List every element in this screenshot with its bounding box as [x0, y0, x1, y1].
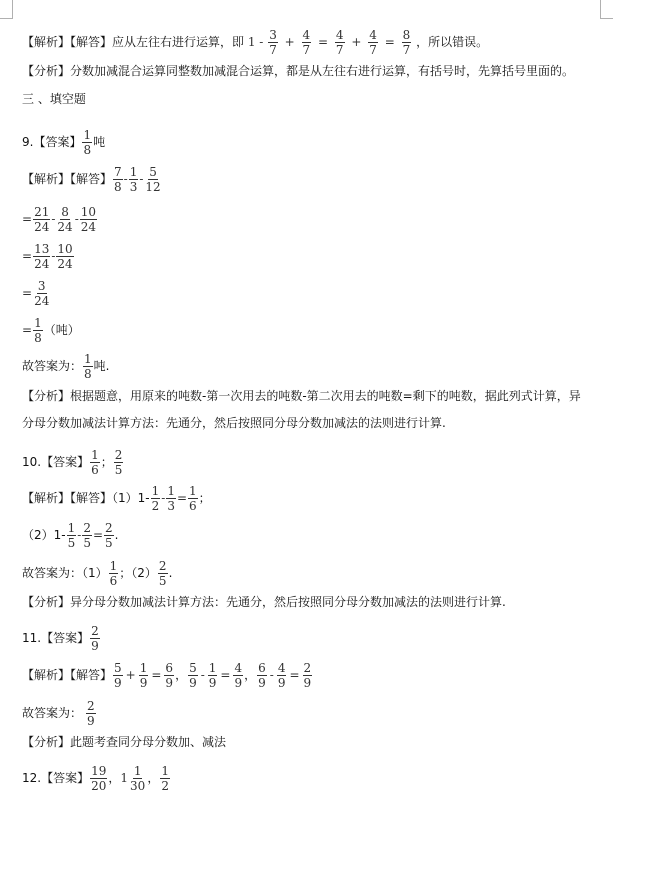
q9-step-3 [22, 243, 75, 270]
q8-fraction-3 [335, 29, 345, 56]
numerator: 1 [133, 764, 142, 778]
separator: ， [175, 668, 188, 682]
fraction [113, 166, 123, 193]
fraction [166, 485, 176, 512]
numerator: 5 [149, 165, 157, 179]
minus-sign: - [77, 528, 82, 542]
denominator: 9 [277, 676, 286, 690]
numerator: 1 [161, 764, 169, 778]
fraction [139, 662, 149, 689]
numerator: 1 [139, 661, 148, 675]
denominator: 9 [114, 676, 122, 690]
numerator: 4 [277, 661, 286, 675]
denominator: 5 [83, 536, 91, 550]
fraction [67, 522, 77, 549]
numerator: 3 [269, 28, 277, 42]
numerator: 1 [83, 128, 92, 142]
terminator: . [114, 528, 119, 542]
denominator: 7 [335, 43, 344, 57]
fraction [82, 522, 92, 549]
fraction [33, 206, 50, 233]
denominator: 9 [139, 676, 148, 690]
numerator: 5 [114, 661, 122, 675]
numerator: 8 [61, 205, 69, 219]
q9-solution-label: 【解析】【解答】 [22, 172, 113, 186]
numerator: 4 [302, 28, 311, 42]
equals-sign: = [22, 212, 33, 226]
unit-label: （吨） [43, 323, 80, 337]
fraction [80, 206, 97, 233]
numerator: 1 [167, 484, 175, 498]
equals-sign: = [318, 35, 329, 49]
minus-sign: - [139, 172, 144, 186]
separator: ， [147, 771, 160, 785]
separator: ； [198, 491, 211, 505]
denominator: 9 [258, 676, 266, 690]
fraction [33, 243, 50, 270]
numerator: 13 [34, 242, 50, 256]
equals-sign: = [92, 528, 104, 542]
denominator: 6 [109, 574, 118, 588]
fraction [160, 765, 170, 792]
numerator: 2 [303, 661, 312, 675]
final-answer-label: 故答案为：（1） [22, 566, 108, 580]
denominator: 24 [80, 220, 97, 234]
q11-answer-line [22, 625, 101, 652]
fraction [188, 485, 198, 512]
denominator: 9 [87, 714, 95, 728]
denominator: 7 [402, 43, 411, 57]
fraction [113, 662, 123, 689]
q8-fraction-5 [402, 29, 412, 56]
fraction [104, 522, 114, 549]
fraction [144, 166, 161, 193]
q11-final-answer [22, 700, 97, 727]
denominator: 6 [91, 463, 99, 477]
equals-sign: = [22, 323, 33, 337]
minus-sign: - [51, 212, 56, 226]
q9-solution-line [22, 166, 163, 193]
equals-sign: = [22, 286, 33, 300]
plus-sign: + [284, 35, 295, 49]
equals-sign: = [22, 249, 33, 263]
q10-answer-line [22, 449, 124, 476]
crop-mark-top-left [0, 0, 13, 19]
q11-analysis: 【分析】此题考查同分母分数加、减法 [22, 735, 227, 749]
separator: ；（2） [119, 566, 157, 580]
numerator: 2 [114, 448, 123, 462]
q10-part2-label: （2）1- [22, 528, 66, 542]
equals-sign: = [289, 668, 300, 682]
q8-solution-label: 【解析】【解答】应从左往右进行运算，即 [22, 35, 245, 49]
denominator: 8 [114, 180, 122, 194]
denominator: 7 [369, 43, 377, 57]
q9-answer-fraction [82, 129, 92, 156]
denominator: 3 [129, 180, 138, 194]
q11-answer-label: 11.【答案】 [22, 631, 90, 645]
minus-sign: - [161, 491, 166, 505]
fraction [164, 662, 174, 689]
equals-sign: = [176, 491, 188, 505]
q8-solution-tail: ，所以错误。 [416, 35, 489, 49]
denominator: 2 [151, 499, 160, 513]
denominator: 9 [189, 676, 197, 690]
denominator: 2 [161, 779, 169, 793]
fraction [151, 485, 161, 512]
final-answer-label: 故答案为： [22, 359, 83, 373]
q10-final-answer [22, 560, 172, 587]
denominator: 8 [84, 367, 92, 381]
denominator: 8 [34, 331, 42, 345]
fraction [109, 560, 119, 587]
fraction [188, 662, 198, 689]
numerator: 2 [158, 559, 167, 573]
denominator: 30 [130, 779, 146, 793]
q12-answer-line [22, 765, 171, 792]
q9-answer-label: 9.【答案】 [22, 135, 82, 149]
q11-solution-label: 【解析】【解答】 [22, 668, 113, 682]
terminator: . [168, 566, 173, 580]
numerator: 2 [91, 624, 99, 638]
q8-expr-lead: 1 - [247, 35, 264, 49]
q8-analysis: 【分析】分数加减混合运算同整数加减混合运算，都是从左往右进行运算，有括号时，先算括号里面的。 [22, 64, 575, 78]
fraction [33, 280, 50, 307]
numerator: 2 [83, 521, 91, 535]
fraction [303, 662, 313, 689]
numerator: 1 [34, 316, 42, 330]
denominator: 9 [165, 676, 174, 690]
crop-mark-top-right [600, 0, 613, 19]
denominator: 8 [83, 143, 92, 157]
separator: ； [100, 455, 113, 469]
denominator: 24 [57, 220, 73, 234]
q10-answer-label: 10.【答案】 [22, 455, 90, 469]
fraction [129, 166, 139, 193]
section-heading: 三 、填空题 [22, 92, 86, 106]
minus-sign: - [269, 668, 274, 682]
q9-answer-line [22, 129, 105, 156]
numerator: 7 [114, 165, 122, 179]
fraction [114, 449, 124, 476]
fraction [83, 353, 93, 380]
numerator: 2 [87, 699, 95, 713]
denominator: 20 [91, 779, 107, 793]
numerator: 3 [37, 279, 46, 293]
fraction [158, 560, 168, 587]
mixed-number-whole: 1 [120, 771, 129, 785]
fraction [233, 662, 243, 689]
denominator: 6 [189, 499, 197, 513]
denominator: 9 [234, 676, 243, 690]
q10-solution-line-1 [22, 485, 211, 512]
denominator: 9 [91, 639, 99, 653]
minus-sign: - [123, 172, 128, 186]
numerator: 1 [91, 448, 99, 462]
numerator: 19 [91, 764, 107, 778]
denominator: 9 [208, 676, 217, 690]
minus-sign: - [74, 212, 79, 226]
numerator: 1 [208, 661, 217, 675]
denominator: 7 [269, 43, 277, 57]
final-answer-label: 故答案为： [22, 706, 83, 720]
numerator: 4 [234, 661, 243, 675]
q9-answer-unit: 吨 [93, 135, 106, 149]
q9-analysis-line-2: 分母分数加减法计算方法：先通分，然后按照同分母分数加减法的法则进行计算. [22, 416, 446, 430]
fraction [33, 317, 43, 344]
q8-solution-line [22, 29, 488, 56]
denominator: 5 [67, 536, 76, 550]
equals-sign: = [151, 668, 162, 682]
fraction [277, 662, 287, 689]
numerator: 1 [151, 484, 160, 498]
q10-solution-line-2 [22, 522, 118, 549]
minus-sign: - [200, 668, 205, 682]
denominator: 24 [34, 220, 50, 234]
q9-step-2 [22, 206, 98, 233]
numerator: 6 [258, 661, 266, 675]
separator: ， [108, 771, 121, 785]
q10-analysis: 【分析】异分母分数加减法计算方法：先通分，然后按照同分母分数加减法的法则进行计算. [22, 595, 506, 609]
denominator: 9 [303, 676, 312, 690]
q9-step-4 [22, 280, 51, 307]
numerator: 6 [165, 661, 174, 675]
q8-fraction-4 [368, 29, 378, 56]
fraction [90, 765, 107, 792]
denominator: 5 [114, 463, 123, 477]
equals-sign: = [384, 35, 395, 49]
unit-label: 吨. [93, 359, 110, 373]
plus-sign: + [351, 35, 362, 49]
fraction [129, 765, 146, 792]
fraction [90, 625, 100, 652]
denominator: 24 [34, 294, 50, 308]
numerator: 10 [80, 205, 97, 219]
denominator: 24 [34, 257, 50, 271]
minus-sign: - [51, 249, 56, 263]
q11-solution-line [22, 662, 313, 689]
numerator: 1 [189, 484, 197, 498]
denominator: 12 [145, 180, 161, 194]
numerator: 21 [34, 205, 50, 219]
fraction [208, 662, 218, 689]
separator: ， [244, 668, 257, 682]
q8-fraction-1 [268, 29, 278, 56]
numerator: 4 [335, 28, 344, 42]
q9-step-5 [22, 317, 80, 344]
equals-sign: = [220, 668, 231, 682]
q8-fraction-2 [302, 29, 312, 56]
denominator: 7 [302, 43, 311, 57]
fraction [257, 662, 267, 689]
numerator: 1 [129, 165, 138, 179]
numerator: 4 [369, 28, 377, 42]
numerator: 8 [402, 28, 411, 42]
numerator: 2 [105, 521, 113, 535]
numerator: 1 [84, 352, 92, 366]
denominator: 24 [57, 257, 73, 271]
numerator: 1 [109, 559, 118, 573]
q12-answer-label: 12.【答案】 [22, 771, 90, 785]
q10-solution-label: 【解析】【解答】（1）1- [22, 491, 150, 505]
numerator: 5 [189, 661, 197, 675]
plus-sign: + [125, 668, 136, 682]
fraction [90, 449, 100, 476]
fraction [56, 206, 73, 233]
denominator: 5 [158, 574, 167, 588]
fraction [86, 700, 96, 727]
q9-final-answer [22, 353, 109, 380]
denominator: 5 [105, 536, 113, 550]
q9-analysis-line-1: 【分析】根据题意，用原来的吨数-第一次用去的吨数-第二次用去的吨数=剩下的吨数，据此列式计算，异 [22, 389, 581, 403]
numerator: 1 [67, 521, 76, 535]
fraction [56, 243, 73, 270]
denominator: 3 [167, 499, 175, 513]
numerator: 10 [57, 242, 73, 256]
